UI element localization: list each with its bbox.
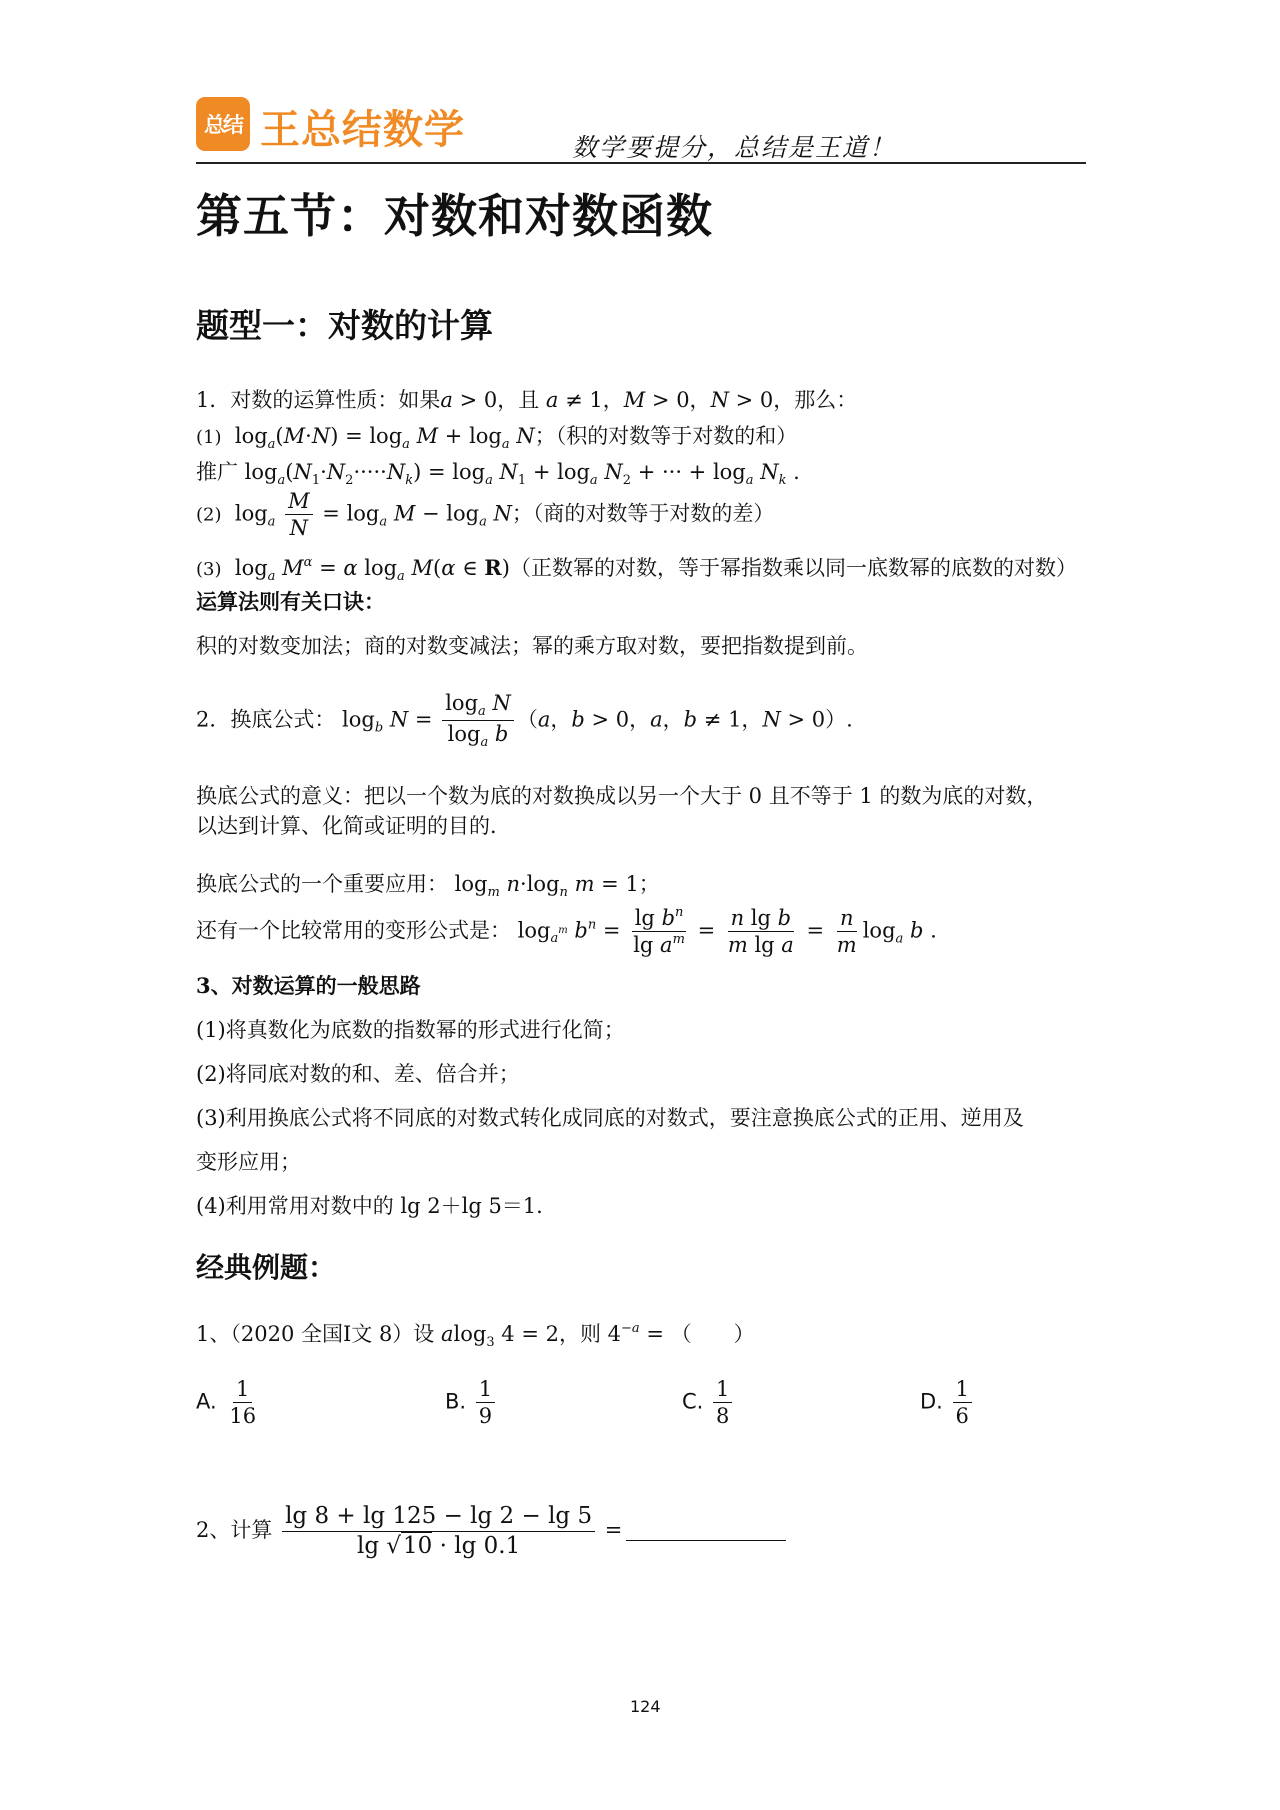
question-2: 2、计算 $\frac{\lg 8 + \lg 125 - \lg 2 - \lg 5}{\lg √10 \cdot \lg 0.1}$ =	[196, 1502, 786, 1561]
meaning-line-2: 以达到计算、化简或证明的目的．	[196, 814, 511, 838]
rule-2: (2) $\log_a$ $\frac{M}{N}$ = $\log_a M - \log_a N$；（商的对数等于对数的差）	[196, 489, 775, 541]
mnemonic-text: 积的对数变加法；商的对数变减法；幂的乘方取对数，要把指数提到前。	[196, 634, 868, 658]
examples-title: 经典例题：	[196, 1251, 337, 1284]
variant-formula: 还有一个比较常用的变形公式是： $\log_{a^m} b^n$ = $\frac{\lg b^n}{\lg a^m}$ = $\frac{\text{n lg b}}{\text{m lg a}}$ = $\frac{n}{m}$ $\log_a b$ .	[196, 905, 937, 958]
change-of-base-formula: 2．换底公式： $\log_b N$ = $\frac{\log_a N}{\log_a b}$ （a，b > 0，a，b ≠ 1，N > 0）.	[196, 691, 853, 751]
meaning-line-1: 换底公式的意义：把以一个数为底的对数换成以另一个大于 0 且不等于 1 的数为底的对数，	[196, 784, 1048, 808]
mnemonic-title: 运算法则有关口诀：	[196, 589, 385, 614]
approach-step-1: (1)将真数化为底数的指数幂的形式进行化简；	[196, 1018, 625, 1042]
logo-mark: 总结	[196, 97, 250, 151]
slogan: 数学要提分，总结是王道！	[572, 133, 897, 162]
approach-step-4: (4)利用常用对数中的 lg 2＋lg 5＝1.	[196, 1194, 543, 1218]
application-formula: 换底公式的一个重要应用： $\log_m n\cdot\log_n$ m = 1；	[196, 872, 660, 900]
property-intro: 1．对数的运算性质：如果a > 0，且 a ≠ 1，M > 0，N > 0，那么：	[196, 388, 858, 412]
option-b[interactable]: B. $\frac{1}{9}$	[445, 1376, 498, 1430]
answer-blank[interactable]	[626, 1522, 786, 1541]
rule-1: (1) $\log_a(M\cdot N) = \log_a M + \log_a N$；（积的对数等于对数的和）	[196, 424, 798, 452]
header-rule	[196, 162, 1086, 164]
approach-step-2: (2)将同底对数的和、差、倍合并；	[196, 1062, 520, 1086]
logo-text: 王总结数学	[260, 107, 465, 153]
approach-title: 3、对数运算的一般思路	[196, 973, 421, 998]
option-c[interactable]: C. $\frac{1}{8}$	[682, 1376, 735, 1430]
page-title: 第五节：对数和对数函数	[196, 189, 713, 243]
option-d[interactable]: D. $\frac{1}{6}$	[920, 1376, 975, 1430]
section-title: 题型一：对数的计算	[196, 306, 493, 345]
rule-3: (3) $\log_a M^\alpha = \alpha$ $\log_a M(\alpha$ ∈ R)（正数幂的对数，等于幂指数乘以同一底数幂的底数的对数）	[196, 555, 1077, 584]
approach-step-3-cont: 变形应用；	[196, 1150, 301, 1174]
option-a[interactable]: A. $\frac{1}{16}$	[196, 1377, 257, 1429]
page-number: 124	[630, 1697, 661, 1716]
rule-1-generalization: 推广 $\log_a(N_1\cdot N_2\cdot\cdot\cdot\cdot\cdot N_k) = \log_a N_1 + \log_a N_2$ + ··· + $\log_a N_k$ .	[196, 460, 800, 488]
question-1: 1、（2020 全国Ⅰ文 8）设 alog$_3$ 4 = 2，则 $4^{-a}$ = （ ）	[196, 1321, 755, 1350]
approach-step-3: (3)利用换底公式将不同底的对数式转化成同底的对数式，要注意换底公式的正用、逆用及	[196, 1106, 1024, 1130]
